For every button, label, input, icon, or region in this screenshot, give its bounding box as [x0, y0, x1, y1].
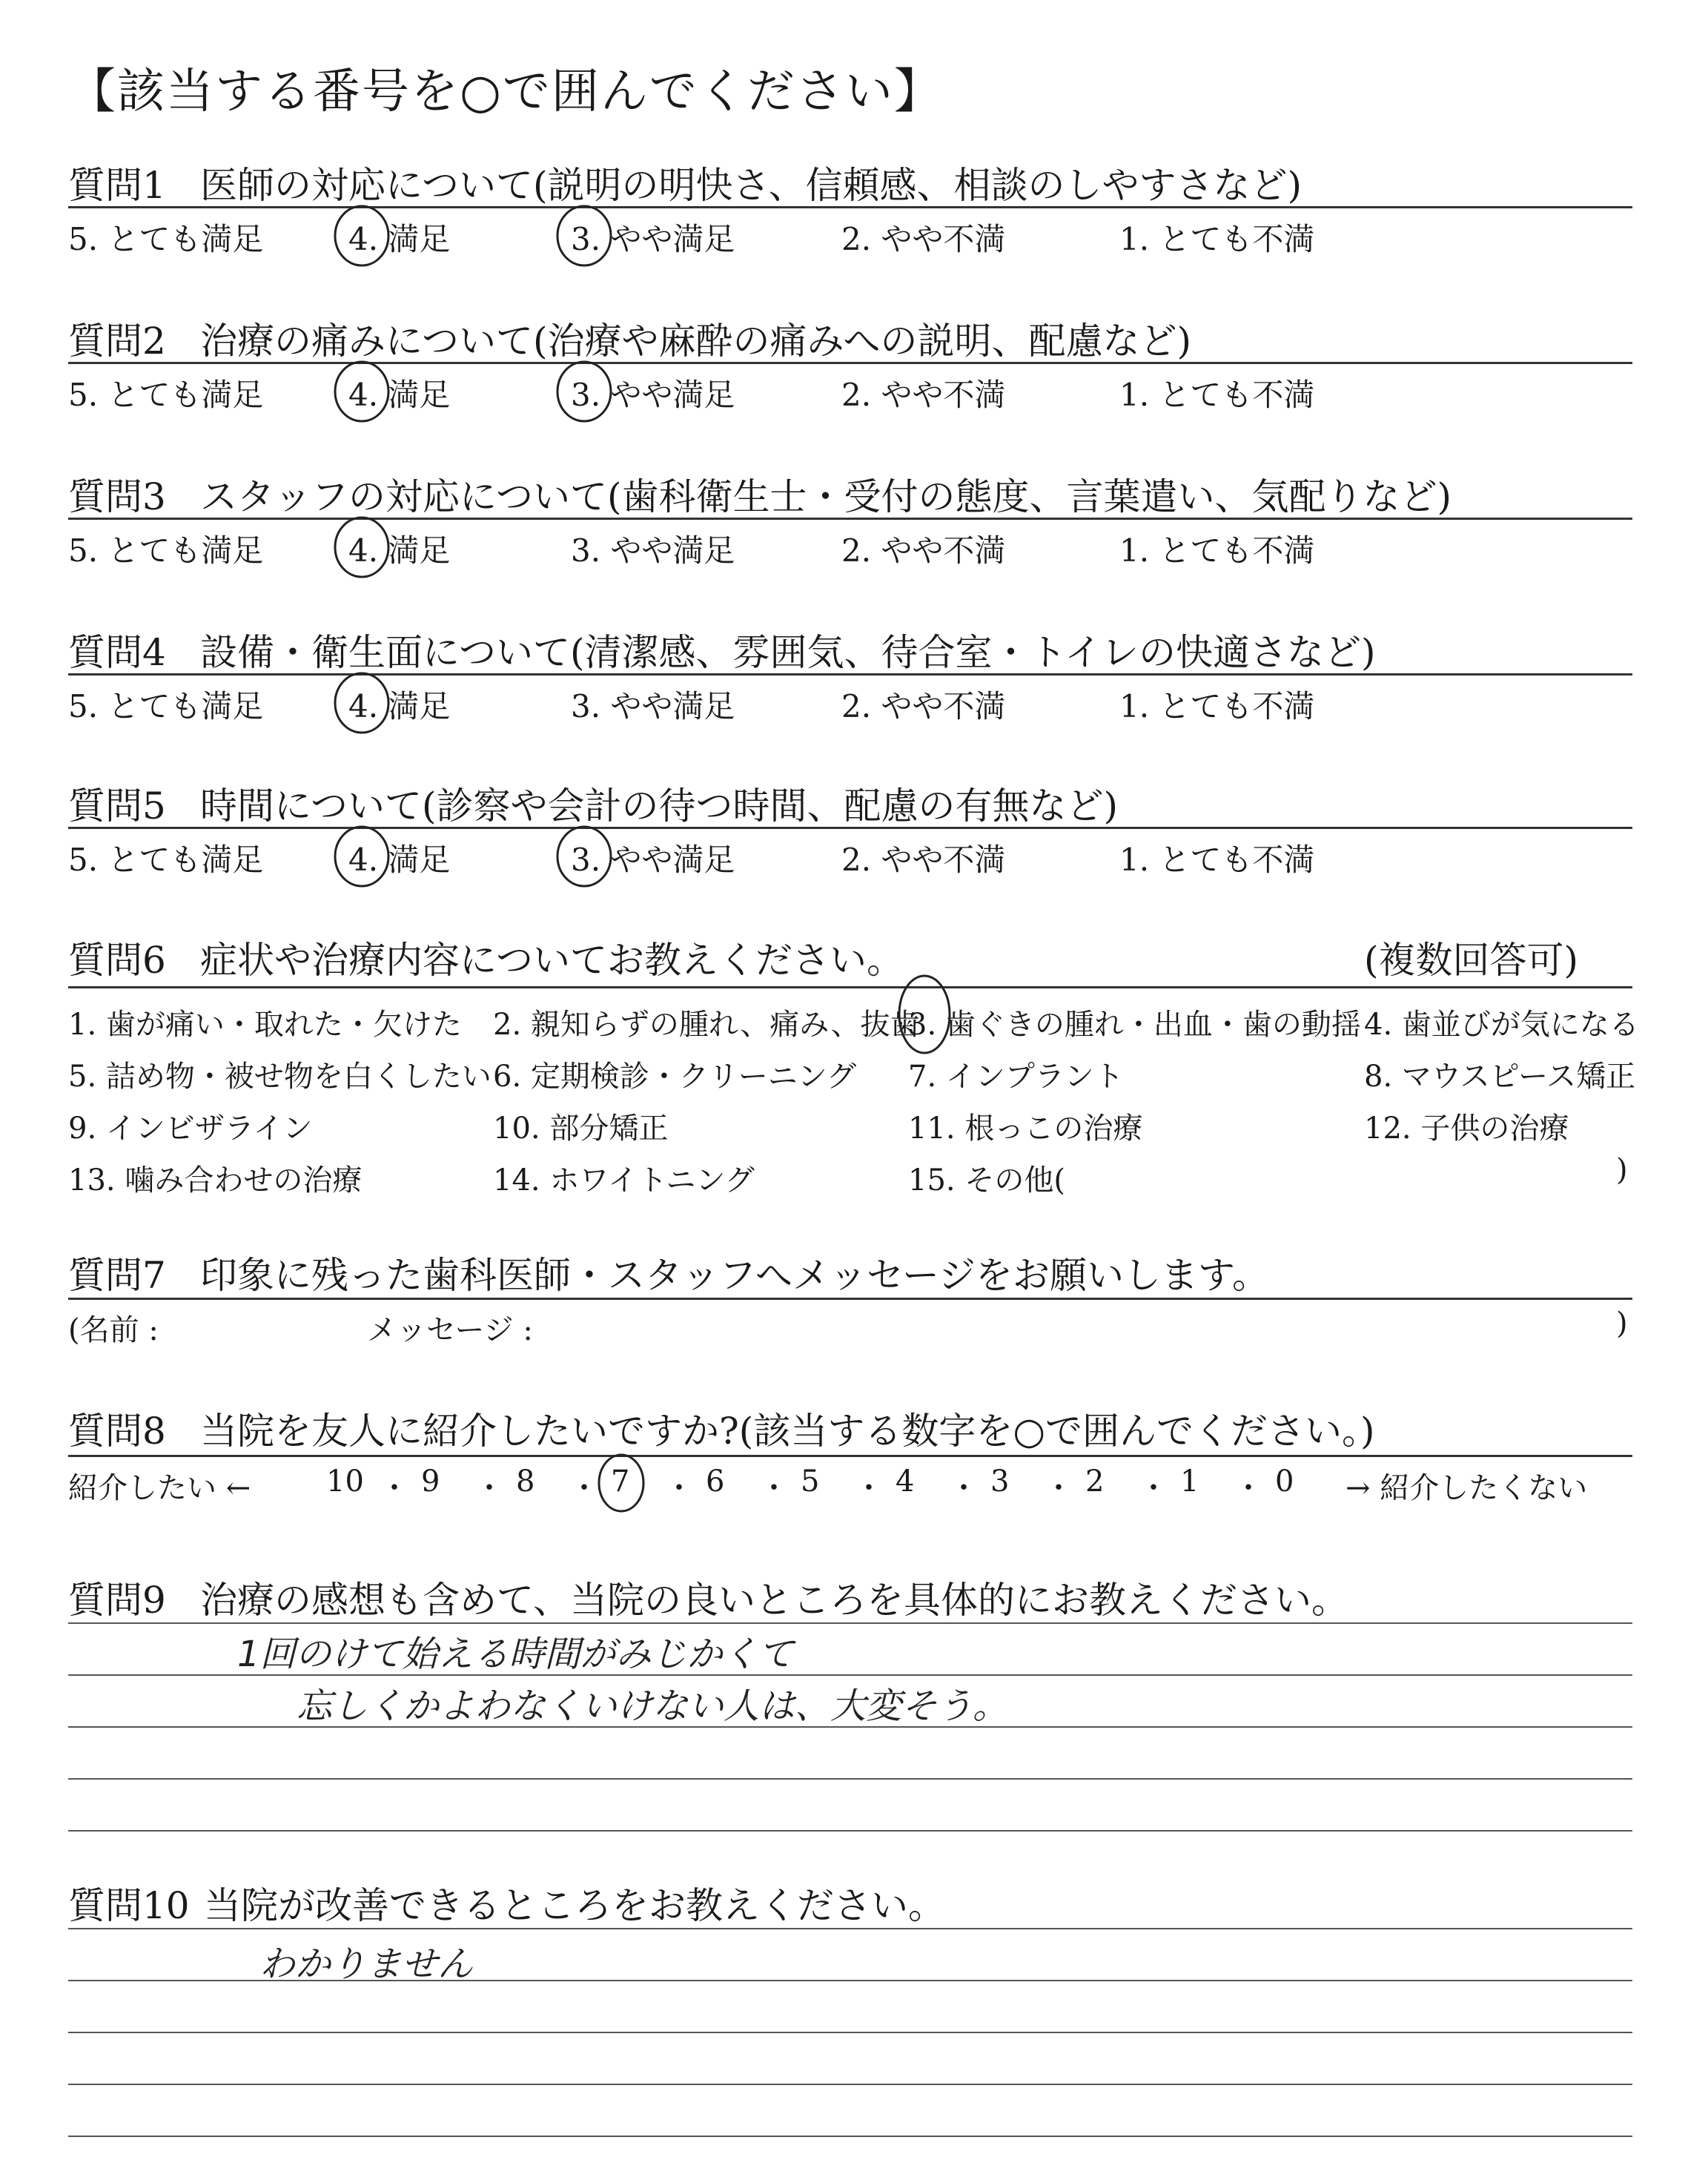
q3-option-5[interactable]: 5. とても満足 [68, 532, 264, 569]
q5-rule [68, 827, 1632, 829]
q1-title: 医師の対応について(説明の明快さ、信頼感、相談のしやすさなど) [200, 164, 1302, 207]
q3-rule [68, 518, 1632, 520]
q1-option-5[interactable]: 5. とても満足 [68, 221, 264, 257]
q10-label: 質問10 [68, 1884, 190, 1927]
q7-label: 質問7 [68, 1254, 166, 1297]
page-heading: 【該当する番号を○で囲んでください】 [68, 65, 943, 119]
q8-scale-separator: ・ [854, 1471, 884, 1505]
q2-option-5[interactable]: 5. とても満足 [68, 377, 264, 413]
q8-label: 質問8 [68, 1410, 166, 1453]
q6-title: 症状や治療内容についてお教えください。 [200, 939, 904, 982]
q8-scale-separator: ・ [759, 1471, 789, 1505]
q10-rule-1 [68, 1928, 1632, 1929]
q2-label: 質問2 [68, 320, 166, 363]
q5-label: 質問5 [68, 785, 166, 828]
q3-option-4[interactable]: 4. 満足 [348, 532, 451, 569]
q6-option-13[interactable]: 13. 噛み合わせの治療 [68, 1163, 363, 1198]
q6-option-8[interactable]: 8. マウスピース矯正 [1364, 1060, 1636, 1094]
q1-option-4[interactable]: 4. 満足 [348, 221, 451, 257]
q6-close-paren: ) [1616, 1153, 1628, 1187]
q5-option-1[interactable]: 1. とても不満 [1119, 842, 1315, 878]
q2-title: 治療の痛みについて(治療や麻酔の痛みへの説明、配慮など) [200, 320, 1192, 363]
q8-scale-separator: ・ [664, 1471, 694, 1505]
q4-label: 質問4 [68, 631, 166, 674]
q5-option-5[interactable]: 5. とても満足 [68, 842, 264, 878]
q8-left-label: 紹介したい ← [68, 1471, 251, 1505]
q4-option-4[interactable]: 4. 満足 [348, 688, 451, 724]
q6-option-15[interactable]: 15. その他( [908, 1163, 1065, 1198]
q6-option-4[interactable]: 4. 歯並びが気になる [1364, 1008, 1639, 1042]
q6-option-12[interactable]: 12. 子供の治療 [1364, 1112, 1569, 1146]
q3-label: 質問3 [68, 475, 166, 518]
q6-option-11[interactable]: 11. 根っこの治療 [908, 1112, 1143, 1146]
q6-option-2[interactable]: 2. 親知らずの腫れ、痛み、抜歯 [493, 1008, 920, 1042]
q1-label: 質問1 [68, 164, 166, 207]
q5-option-4[interactable]: 4. 満足 [348, 842, 451, 878]
q7-message-label: メッセージ : [367, 1313, 533, 1347]
q4-title: 設備・衛生面について(清潔感、雰囲気、待合室・トイレの快適さなど) [200, 631, 1376, 674]
q6-option-5[interactable]: 5. 詰め物・被せ物を白くしたい [68, 1060, 491, 1094]
q8-scale-separator: ・ [1234, 1471, 1263, 1505]
q9-answer-line-2: 忘しくかよわなくいけない人は、大変そう。 [297, 1685, 1009, 1727]
q9-rule-4 [68, 1778, 1632, 1780]
q8-scale-6[interactable]: 6 [706, 1464, 725, 1499]
q8-title: 当院を友人に紹介したいですか?(該当する数字を○で囲んでください。) [200, 1410, 1375, 1453]
q8-scale-8[interactable]: 8 [516, 1464, 535, 1499]
q9-title: 治療の感想も含めて、当院の良いところを具体的にお教えください。 [200, 1579, 1348, 1622]
q7-rule [68, 1298, 1632, 1300]
q6-rule [68, 986, 1632, 988]
q6-option-1[interactable]: 1. 歯が痛い・取れた・欠けた [68, 1008, 462, 1042]
q6-option-14[interactable]: 14. ホワイトニング [493, 1163, 755, 1198]
q3-option-3[interactable]: 3. やや満足 [571, 532, 735, 569]
q6-note: (複数回答可) [1364, 939, 1579, 982]
q4-option-1[interactable]: 1. とても不満 [1119, 688, 1315, 724]
q1-option-1[interactable]: 1. とても不満 [1119, 221, 1315, 257]
q10-answer-line-1: わかりません [259, 1943, 474, 1985]
q7-name-label: (名前 : [68, 1313, 159, 1347]
q8-scale-9[interactable]: 9 [421, 1464, 440, 1499]
q9-label: 質問9 [68, 1579, 166, 1622]
q8-scale-separator: ・ [1044, 1471, 1073, 1505]
q8-scale-separator: ・ [949, 1471, 979, 1505]
q8-scale-separator: ・ [1139, 1471, 1168, 1505]
q9-answer-line-1: 1回のけて始える時間がみじかくて [237, 1634, 794, 1675]
q5-option-2[interactable]: 2. やや不満 [841, 842, 1006, 878]
q9-rule-5 [68, 1830, 1632, 1832]
q6-option-9[interactable]: 9. インビザライン [68, 1112, 313, 1146]
q10-rule-3 [68, 2032, 1632, 2033]
q8-scale-7[interactable]: 7 [611, 1464, 630, 1499]
q7-close-paren: ) [1616, 1307, 1628, 1341]
q5-option-3[interactable]: 3. やや満足 [571, 842, 735, 878]
q1-rule [68, 206, 1632, 208]
q10-rule-4 [68, 2084, 1632, 2085]
q2-option-3[interactable]: 3. やや満足 [571, 377, 735, 413]
q8-right-label: → 紹介したくない [1345, 1471, 1588, 1505]
q8-scale-10[interactable]: 10 [326, 1464, 364, 1499]
q7-title: 印象に残った歯科医師・スタッフへメッセージをお願いします。 [200, 1254, 1269, 1297]
q4-rule [68, 673, 1632, 676]
q9-rule-1 [68, 1622, 1632, 1624]
q6-option-3[interactable]: 3. 歯ぐきの腫れ・出血・歯の動揺 [908, 1008, 1361, 1042]
q2-option-1[interactable]: 1. とても不満 [1119, 377, 1315, 413]
q8-scale-separator: ・ [474, 1471, 504, 1505]
q6-option-6[interactable]: 6. 定期検診・クリーニング [493, 1060, 857, 1094]
q8-scale-2[interactable]: 2 [1085, 1464, 1105, 1499]
q3-title: スタッフの対応について(歯科衛生士・受付の態度、言葉遣い、気配りなど) [200, 475, 1452, 518]
q1-option-2[interactable]: 2. やや不満 [841, 221, 1006, 257]
q10-title: 当院が改善できるところをお教えください。 [204, 1884, 945, 1927]
q8-scale-4[interactable]: 4 [896, 1464, 915, 1499]
q8-scale-5[interactable]: 5 [801, 1464, 820, 1499]
q4-option-2[interactable]: 2. やや不満 [841, 688, 1006, 724]
q8-scale-1[interactable]: 1 [1180, 1464, 1199, 1499]
q8-scale-3[interactable]: 3 [990, 1464, 1010, 1499]
q4-option-3[interactable]: 3. やや満足 [571, 688, 735, 724]
q8-scale-0[interactable]: 0 [1275, 1464, 1294, 1499]
q10-rule-5 [68, 2136, 1632, 2137]
q8-scale-separator: ・ [380, 1471, 409, 1505]
q5-title: 時間について(診察や会計の待つ時間、配慮の有無など) [200, 785, 1119, 828]
q2-option-2[interactable]: 2. やや不満 [841, 377, 1006, 413]
q8-rule [68, 1455, 1632, 1457]
q3-option-1[interactable]: 1. とても不満 [1119, 532, 1315, 569]
q2-rule [68, 362, 1632, 364]
q8-scale-separator: ・ [569, 1471, 599, 1505]
q3-option-2[interactable]: 2. やや不満 [841, 532, 1006, 569]
q6-option-10[interactable]: 10. 部分矯正 [493, 1112, 669, 1146]
q1-option-3[interactable]: 3. やや満足 [571, 221, 735, 257]
q6-option-7[interactable]: 7. インプラント [908, 1060, 1124, 1094]
q2-option-4[interactable]: 4. 満足 [348, 377, 451, 413]
q6-label: 質問6 [68, 939, 166, 982]
q4-option-5[interactable]: 5. とても満足 [68, 688, 264, 724]
